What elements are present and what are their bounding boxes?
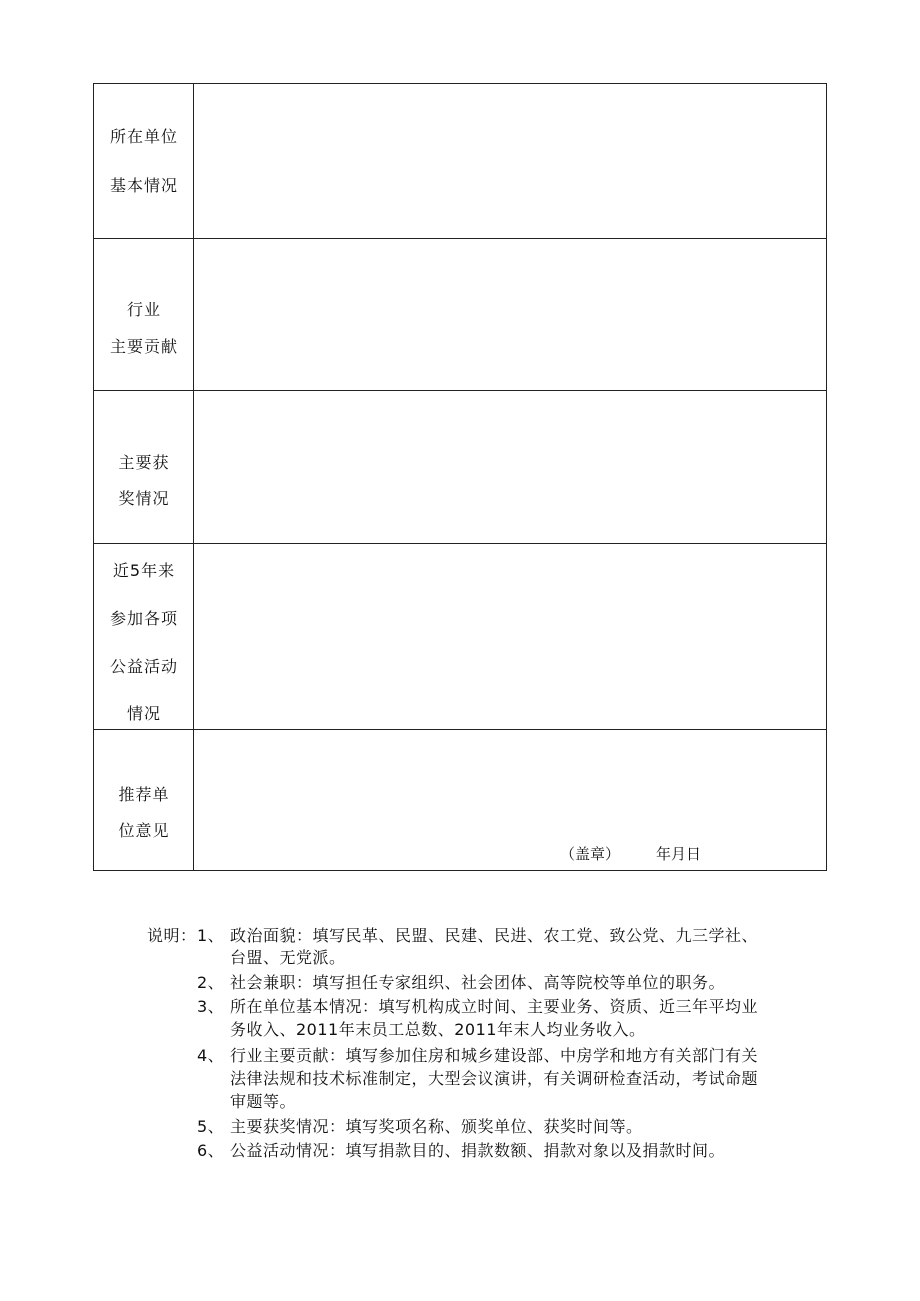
form-row-recommender-opinion	[94, 730, 826, 870]
stamp-date-line	[560, 844, 701, 864]
note-text-line: 主要获奖情况：填写奖项名称、颁奖单位、获奖时间等。	[230, 1117, 643, 1136]
row-label-line: 基本情况	[109, 176, 178, 195]
stamp-label: （盖章）	[560, 845, 621, 863]
form-row-unit-basic-info	[94, 84, 826, 239]
date-label: 年月日	[656, 845, 702, 863]
row-label-cell	[94, 544, 194, 729]
note-text-line: 所在单位基本情况：填写机构成立时间、主要业务、资质、近三年平均业	[230, 997, 759, 1016]
row-label-line: 行业	[126, 300, 161, 319]
unit-basic-info-field[interactable]	[194, 84, 826, 238]
row-label-line: 参加各项	[109, 609, 178, 628]
awards-field[interactable]	[194, 391, 826, 543]
note-text-line: 政治面貌：填写民革、民盟、民建、民进、农工党、致公党、九三学社、	[230, 926, 759, 945]
row-label-line: 主要获	[118, 453, 170, 472]
recommender-opinion-field[interactable]	[194, 730, 826, 870]
note-number: 1、	[197, 926, 225, 945]
row-label-line: 情况	[126, 704, 161, 723]
note-text-line: 审题等。	[230, 1092, 297, 1111]
note-number: 3、	[197, 997, 225, 1016]
row-label-cell	[94, 239, 194, 390]
row-label-line: 公益活动	[109, 657, 178, 676]
form-row-awards	[94, 391, 826, 544]
row-label-cell	[94, 84, 194, 238]
form-row-public-welfare	[94, 544, 826, 730]
recommendation-form-table	[93, 83, 827, 871]
form-row-industry-contribution	[94, 239, 826, 391]
note-text-line: 法律法规和技术标准制定，大型会议演讲，有关调研检查活动，考试命题	[230, 1069, 759, 1088]
note-number: 6、	[197, 1141, 225, 1160]
note-text-line: 务收入、2011年末员工总数、2011年末人均业务收入。	[230, 1020, 646, 1039]
note-number: 2、	[197, 973, 225, 992]
row-label-line: 主要贡献	[109, 337, 178, 356]
note-text-line: 行业主要贡献：填写参加住房和城乡建设部、中房学和地方有关部门有关	[230, 1046, 759, 1065]
row-label-line: 奖情况	[118, 489, 170, 508]
note-number: 5、	[197, 1117, 225, 1136]
row-label-line: 位意见	[118, 821, 170, 840]
instructions-title: 说明：	[147, 926, 197, 945]
row-label-cell	[94, 391, 194, 543]
note-number: 4、	[197, 1046, 225, 1065]
industry-contribution-field[interactable]	[194, 239, 826, 390]
row-label-line: 近5年来	[112, 561, 176, 580]
note-text-line: 公益活动情况：填写捐款目的、捐款数额、捐款对象以及捐款时间。	[230, 1141, 726, 1160]
row-label-cell	[94, 730, 194, 870]
public-welfare-field[interactable]	[194, 544, 826, 729]
row-label-line: 推荐单	[118, 785, 170, 804]
row-label-line: 所在单位	[109, 127, 178, 146]
note-text-line: 社会兼职：填写担任专家组织、社会团体、高等院校等单位的职务。	[230, 973, 726, 992]
note-text-line: 台盟、无党派。	[230, 948, 346, 967]
